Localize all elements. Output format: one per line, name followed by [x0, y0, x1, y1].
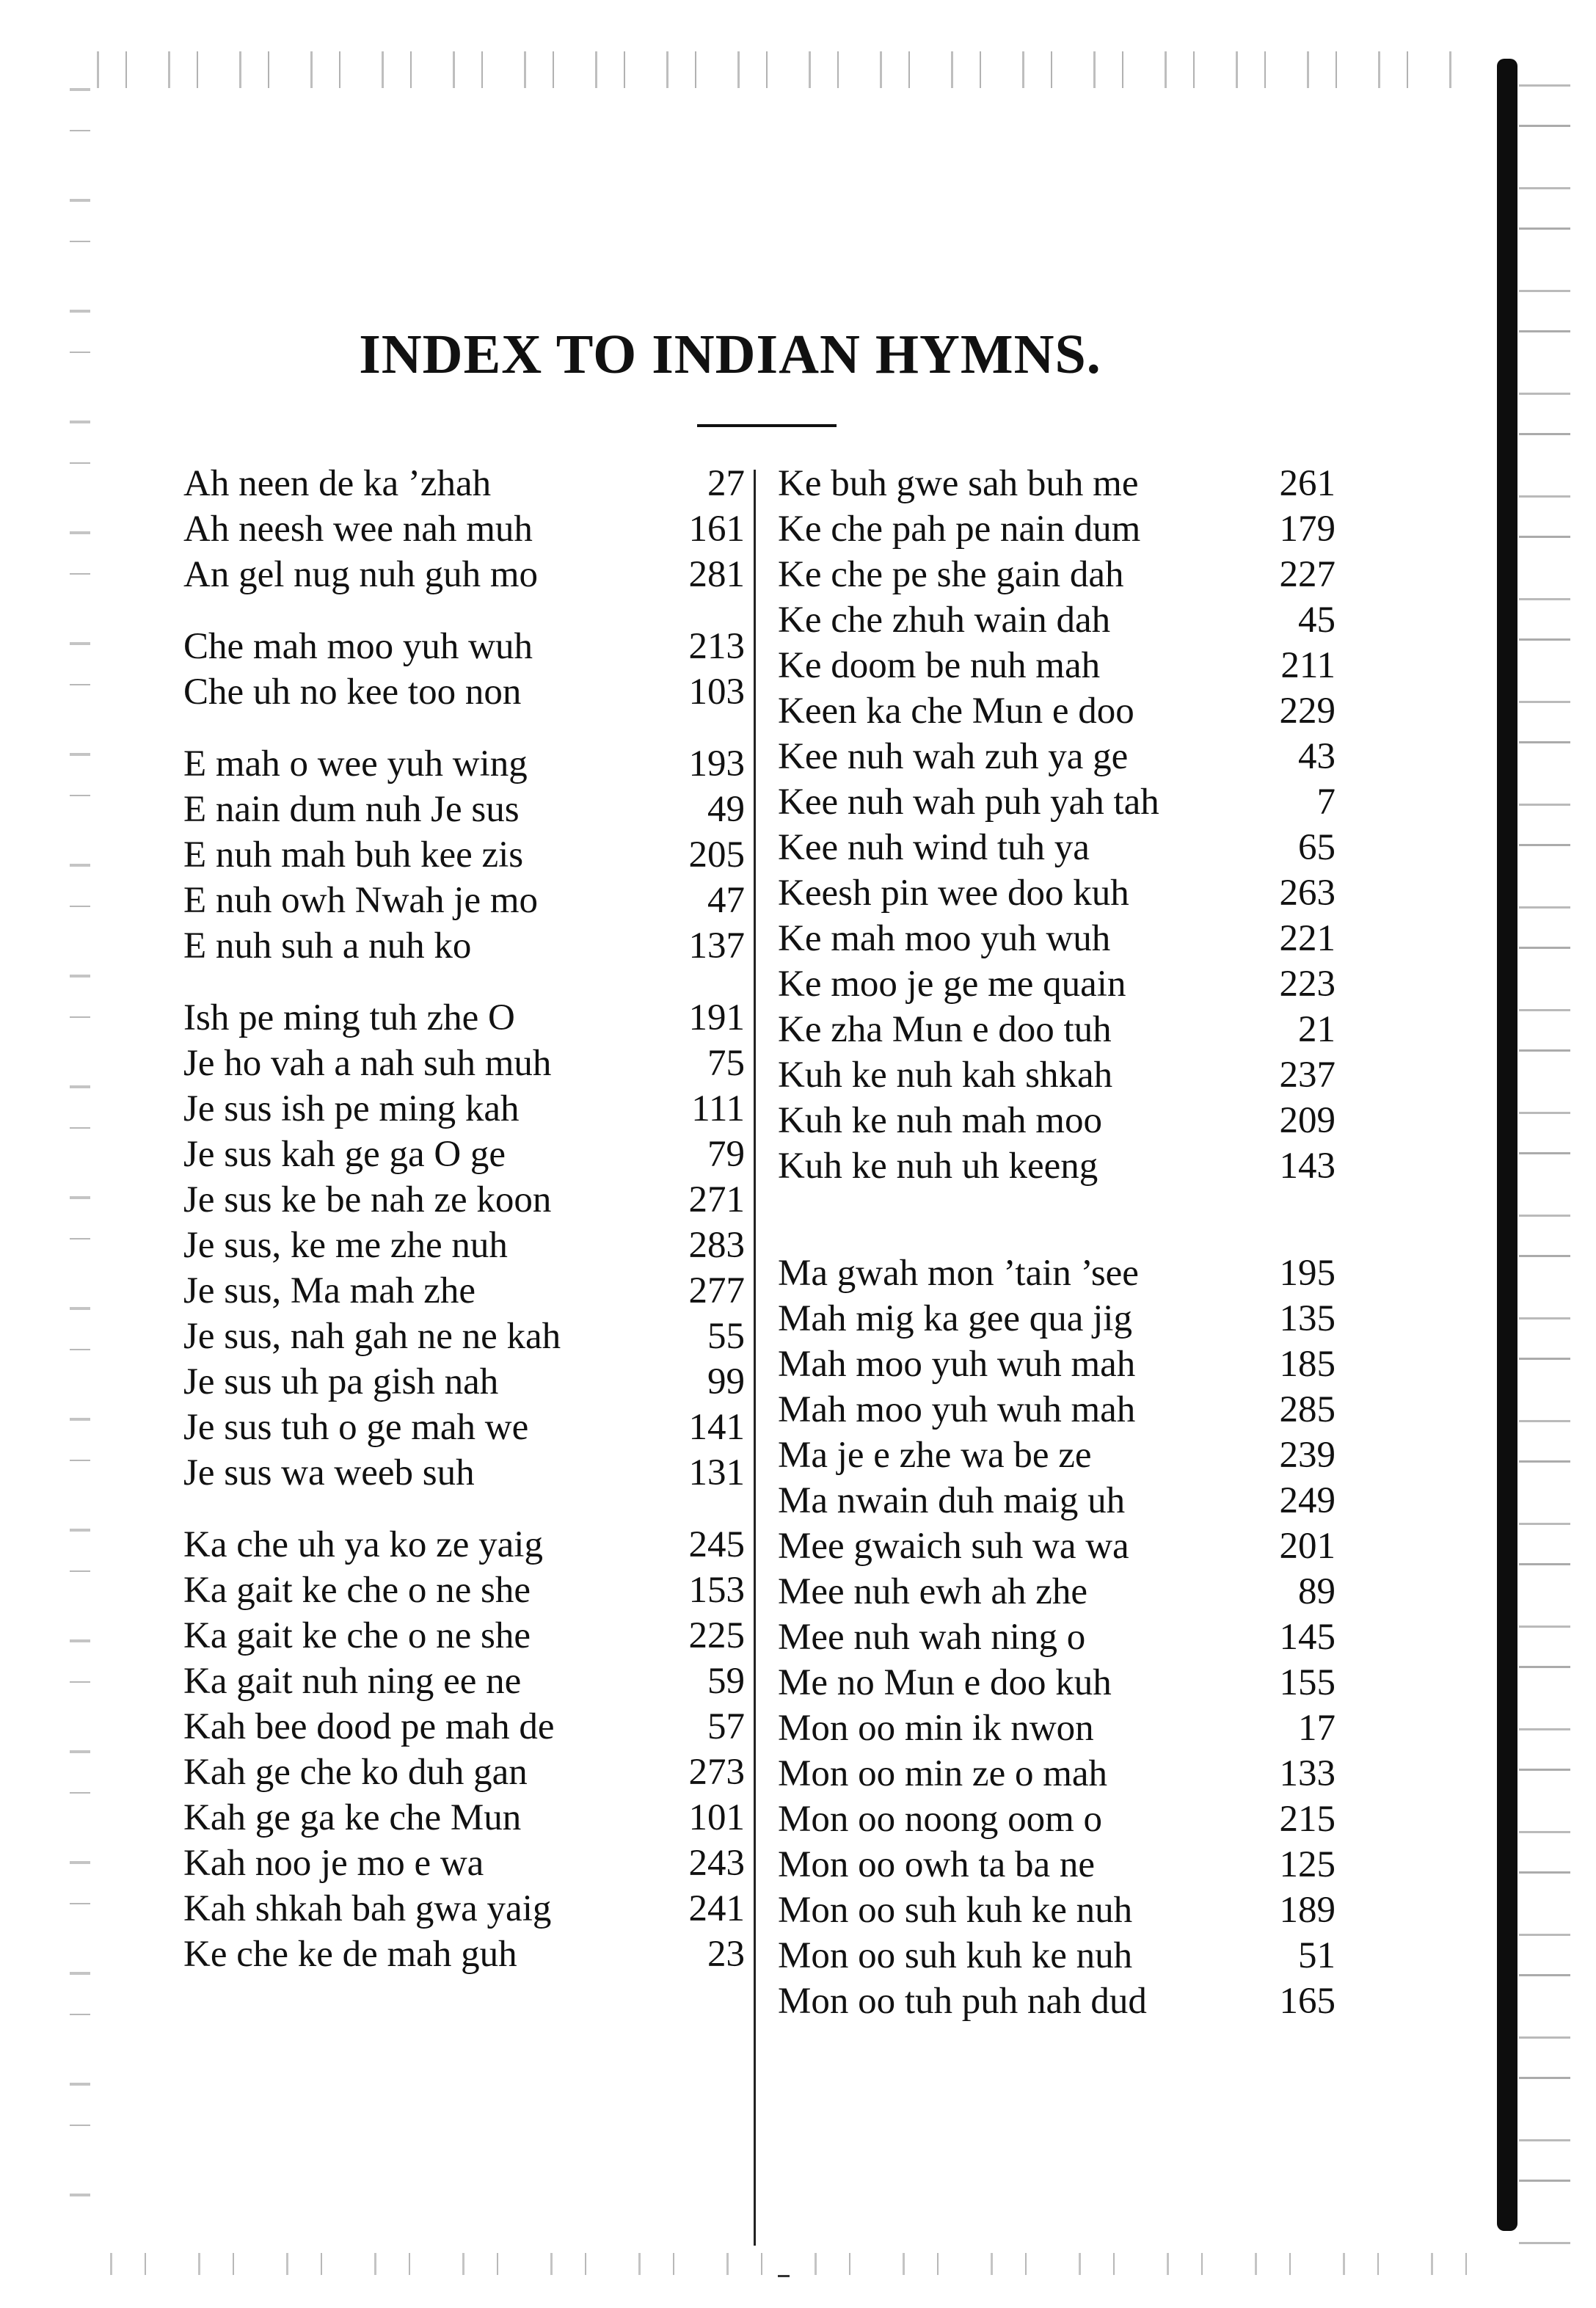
hymn-title: Mee nuh wah ning o: [778, 1617, 1086, 1658]
hymn-title: Ish pe ming tuh zhe O: [183, 997, 515, 1038]
index-entry: [183, 1268, 745, 1314]
index-entry: [778, 1387, 1336, 1433]
index-group-ah: [183, 461, 745, 597]
bottom-mark: [778, 2275, 790, 2277]
hymn-title: Ka che uh ya ko ze yaig: [183, 1524, 543, 1565]
index-group-ish-je: [183, 995, 745, 1496]
hymn-number: 101: [688, 1797, 745, 1838]
hymn-title: Je sus, nah gah ne ne kah: [183, 1316, 561, 1357]
hymn-number: 27: [707, 463, 745, 504]
hymn-number: 277: [688, 1270, 745, 1311]
index-entry: [183, 1886, 745, 1932]
hymn-number: 229: [1279, 691, 1336, 732]
index-entry: [778, 1143, 1336, 1189]
hymn-number: 227: [1279, 554, 1336, 595]
index-entry: [183, 1659, 745, 1704]
hymn-number: 145: [1279, 1617, 1336, 1658]
hymn-number: 205: [688, 834, 745, 875]
index-group-ke: [778, 461, 1336, 1189]
hymn-number: 239: [1279, 1435, 1336, 1476]
index-group-ma: [778, 1251, 1336, 2024]
index-entry: [183, 1450, 745, 1496]
hymn-number: 215: [1279, 1799, 1336, 1840]
hymn-number: 47: [707, 880, 745, 921]
hymn-number: 133: [1279, 1753, 1336, 1794]
index-entry: [778, 1978, 1336, 2024]
hymn-title: Kuh ke nuh uh keeng: [778, 1146, 1098, 1187]
hymn-number: 79: [707, 1134, 745, 1175]
index-entry: [183, 1223, 745, 1268]
hymn-number: 221: [1279, 918, 1336, 959]
index-entry: [778, 688, 1336, 734]
index-entry: [778, 961, 1336, 1007]
hymn-title: Mah moo yuh wuh mah: [778, 1389, 1136, 1430]
hymn-number: 143: [1279, 1146, 1336, 1187]
index-entry: [778, 1052, 1336, 1098]
index-entry: [183, 624, 745, 669]
index-entry: [778, 825, 1336, 870]
hymn-title: Mah moo yuh wuh mah: [778, 1344, 1136, 1385]
hymn-title: Mon oo suh kuh ke nuh: [778, 1935, 1133, 1976]
hymn-number: 55: [707, 1316, 745, 1357]
hymn-title: Ke buh gwe sah buh me: [778, 463, 1139, 504]
hymn-title: E nuh owh Nwah je mo: [183, 880, 539, 921]
index-entry: [183, 1132, 745, 1177]
scan-edge-bottom: [88, 2253, 1482, 2275]
hymn-title: Je sus ish pe ming kah: [183, 1088, 520, 1129]
title-rule: [697, 424, 837, 427]
index-entry: [778, 1433, 1336, 1478]
hymn-number: 211: [1280, 645, 1336, 686]
hymn-number: 209: [1279, 1100, 1336, 1141]
hymn-title: Ma nwain duh maig uh: [778, 1480, 1126, 1521]
hymn-number: 249: [1279, 1480, 1336, 1521]
index-entry: [183, 461, 745, 506]
hymn-title: Mon oo noong oom o: [778, 1799, 1103, 1840]
hymn-title: E mah o wee yuh wing: [183, 743, 528, 784]
hymn-title: Kee nuh wah zuh ya ge: [778, 736, 1129, 777]
hymn-title: Je sus, Ma mah zhe: [183, 1270, 475, 1311]
index-entry: [778, 1098, 1336, 1143]
hymn-number: 223: [1279, 964, 1336, 1005]
hymn-number: 43: [1298, 736, 1336, 777]
hymn-number: 21: [1298, 1009, 1336, 1050]
hymn-number: 195: [1279, 1253, 1336, 1294]
hymn-title: Je sus tuh o ge mah we: [183, 1407, 529, 1448]
hymn-number: 137: [688, 925, 745, 966]
index-entry: [778, 779, 1336, 825]
group-gap: [183, 1496, 745, 1522]
index-entry: [183, 1086, 745, 1132]
index-entry: [778, 1705, 1336, 1751]
hymn-number: 57: [707, 1706, 745, 1747]
hymn-number: 135: [1279, 1298, 1336, 1339]
index-entry: [183, 1522, 745, 1568]
index-entry: [183, 923, 745, 969]
hymn-number: 237: [1279, 1055, 1336, 1096]
hymn-title: Je sus, ke me zhe nuh: [183, 1225, 508, 1266]
hymn-number: 185: [1279, 1344, 1336, 1385]
hymn-title: Ke mah moo yuh wuh: [778, 918, 1111, 959]
index-entry: [778, 1569, 1336, 1614]
hymn-number: 59: [707, 1661, 745, 1702]
hymn-number: 23: [707, 1934, 745, 1975]
hymn-title: Kah ge che ko duh gan: [183, 1752, 528, 1793]
hymn-number: 65: [1298, 827, 1336, 868]
hymn-title: Ke che pah pe nain dum: [778, 509, 1141, 550]
hymn-title: Je ho vah a nah suh muh: [183, 1043, 552, 1084]
index-entry: [183, 787, 745, 832]
hymn-title: Ma gwah mon ’tain ’see: [778, 1253, 1139, 1294]
hymn-title: Ke zha Mun e doo tuh: [778, 1009, 1112, 1050]
hymn-title: Ke che pe she gain dah: [778, 554, 1124, 595]
index-entry: [183, 832, 745, 878]
scan-edge-right: [1519, 59, 1570, 2268]
index-entry: [778, 734, 1336, 779]
hymn-number: 281: [688, 554, 745, 595]
index-entry: [778, 1007, 1336, 1052]
hymn-number: 111: [691, 1088, 745, 1129]
hymn-number: 17: [1298, 1708, 1336, 1749]
hymn-number: 45: [1298, 600, 1336, 641]
hymn-number: 141: [688, 1407, 745, 1448]
index-entry: [778, 1296, 1336, 1342]
hymn-title: Ke che ke de mah guh: [183, 1934, 517, 1975]
index-entry: [778, 552, 1336, 597]
index-entry: [183, 1568, 745, 1613]
hymn-title: Keesh pin wee doo kuh: [778, 873, 1129, 914]
hymn-number: 285: [1279, 1389, 1336, 1430]
hymn-number: 189: [1279, 1890, 1336, 1931]
hymn-number: 193: [688, 743, 745, 784]
index-entry: [778, 1751, 1336, 1796]
index-entry: [183, 1795, 745, 1841]
index-entry: [778, 916, 1336, 961]
binding-spine: [1497, 59, 1517, 2231]
index-entry: [778, 1933, 1336, 1978]
hymn-title: Ah neen de ka ’zhah: [183, 463, 492, 504]
scan-edge-top: [81, 51, 1475, 88]
index-entry: [778, 1478, 1336, 1524]
hymn-number: 75: [707, 1043, 745, 1084]
hymn-number: 179: [1279, 509, 1336, 550]
hymn-number: 89: [1298, 1571, 1336, 1612]
hymn-title: Me no Mun e doo kuh: [778, 1662, 1112, 1703]
index-entry: [183, 1932, 745, 1977]
index-entry: [183, 1359, 745, 1405]
hymn-title: Kee nuh wind tuh ya: [778, 827, 1090, 868]
hymn-title: Ka gait ke che o ne she: [183, 1570, 531, 1611]
index-entry: [778, 1342, 1336, 1387]
hymn-number: 273: [688, 1752, 745, 1793]
hymn-title: E nuh mah buh kee zis: [183, 834, 524, 875]
index-entry: [183, 1704, 745, 1750]
hymn-number: 49: [707, 789, 745, 830]
hymn-title: Kah ge ga ke che Mun: [183, 1797, 522, 1838]
index-entry: [183, 552, 745, 597]
index-entry: [183, 669, 745, 715]
hymn-number: 283: [688, 1225, 745, 1266]
hymn-number: 271: [688, 1179, 745, 1220]
hymn-number: 153: [688, 1570, 745, 1611]
hymn-number: 191: [688, 997, 745, 1038]
index-group-che: [183, 624, 745, 715]
index-entry: [183, 741, 745, 787]
hymn-title: Ka gait ke che o ne she: [183, 1615, 531, 1656]
index-entry: [183, 1750, 745, 1795]
hymn-number: 241: [688, 1888, 745, 1929]
column-divider: [754, 470, 756, 2246]
index-entry: [183, 1613, 745, 1659]
index-entry: [183, 1405, 745, 1450]
index-group-ka: [183, 1522, 745, 1977]
hymn-title: Kuh ke nuh kah shkah: [778, 1055, 1113, 1096]
index-entry: [778, 1842, 1336, 1887]
hymn-number: 131: [688, 1452, 745, 1493]
hymn-number: 225: [688, 1615, 745, 1656]
index-entry: [778, 1660, 1336, 1705]
hymn-number: 103: [688, 671, 745, 713]
hymn-title: Kah bee dood pe mah de: [183, 1706, 555, 1747]
hymn-title: E nuh suh a nuh ko: [183, 925, 472, 966]
hymn-title: Kah shkah bah gwa yaig: [183, 1888, 552, 1929]
index-entry: [778, 870, 1336, 916]
hymn-title: Ke che zhuh wain dah: [778, 600, 1111, 641]
hymn-title: Kah noo je mo e wa: [183, 1843, 484, 1884]
hymn-title: Mon oo min ik nwon: [778, 1708, 1094, 1749]
index-entry: [778, 1614, 1336, 1660]
hymn-title: Je sus uh pa gish nah: [183, 1361, 499, 1402]
index-entry: [778, 597, 1336, 643]
hymn-number: 155: [1279, 1662, 1336, 1703]
index-entry: [183, 1041, 745, 1086]
group-gap: [778, 1189, 1336, 1251]
hymn-number: 213: [688, 626, 745, 667]
index-entry: [778, 506, 1336, 552]
hymn-number: 125: [1279, 1844, 1336, 1885]
hymn-title: Ke moo je ge me quain: [778, 964, 1126, 1005]
hymn-number: 99: [707, 1361, 745, 1402]
hymn-number: 243: [688, 1843, 745, 1884]
index-entry: [183, 1177, 745, 1223]
hymn-title: Mee gwaich suh wa wa: [778, 1526, 1129, 1567]
hymn-title: Ke doom be nuh mah: [778, 645, 1101, 686]
page-title: INDEX TO INDIAN HYMNS.: [359, 324, 1101, 385]
hymn-title: Mon oo tuh puh nah dud: [778, 1981, 1147, 2022]
index-entry: [778, 1887, 1336, 1933]
hymn-title: Che mah moo yuh wuh: [183, 626, 533, 667]
hymn-title: Kuh ke nuh mah moo: [778, 1100, 1102, 1141]
index-entry: [778, 461, 1336, 506]
hymn-title: E nain dum nuh Je sus: [183, 789, 520, 830]
hymn-number: 161: [688, 509, 745, 550]
hymn-title: Je sus ke be nah ze koon: [183, 1179, 552, 1220]
index-entry: [778, 1251, 1336, 1296]
hymn-title: Mee nuh ewh ah zhe: [778, 1571, 1087, 1612]
hymn-title: Je sus kah ge ga O ge: [183, 1134, 506, 1175]
hymn-title: Ma je e zhe wa be ze: [778, 1435, 1092, 1476]
index-entry: [183, 1314, 745, 1359]
hymn-title: Mon oo min ze o mah: [778, 1753, 1108, 1794]
hymn-title: Mon oo suh kuh ke nuh: [778, 1890, 1133, 1931]
hymn-title: Je sus wa weeb suh: [183, 1452, 475, 1493]
hymn-title: Keen ka che Mun e doo: [778, 691, 1134, 732]
hymn-number: 261: [1279, 463, 1336, 504]
index-entry: [778, 1796, 1336, 1842]
group-gap: [183, 715, 745, 741]
group-gap: [183, 597, 745, 624]
index-entry: [183, 995, 745, 1041]
hymn-title: Mah mig ka gee qua jig: [778, 1298, 1132, 1339]
index-entry: [778, 1524, 1336, 1569]
index-group-e: [183, 741, 745, 969]
hymn-number: 165: [1279, 1981, 1336, 2022]
index-column-right: [778, 461, 1336, 2024]
hymn-title: Mon oo owh ta ba ne: [778, 1844, 1096, 1885]
hymn-title: Ah neesh wee nah muh: [183, 509, 533, 550]
hymn-number: 245: [688, 1524, 745, 1565]
index-entry: [778, 643, 1336, 688]
hymn-number: 7: [1316, 782, 1336, 823]
index-entry: [183, 878, 745, 923]
group-gap: [183, 969, 745, 995]
index-column-left: [183, 461, 745, 1977]
hymn-title: Ka gait nuh ning ee ne: [183, 1661, 522, 1702]
hymn-title: Che uh no kee too non: [183, 671, 522, 713]
hymn-number: 263: [1279, 873, 1336, 914]
hymn-number: 201: [1279, 1526, 1336, 1567]
index-entry: [183, 1841, 745, 1886]
index-entry: [183, 506, 745, 552]
hymn-title: An gel nug nuh guh mo: [183, 554, 539, 595]
hymn-title: Kee nuh wah puh yah tah: [778, 782, 1159, 823]
hymn-number: 51: [1298, 1935, 1336, 1976]
